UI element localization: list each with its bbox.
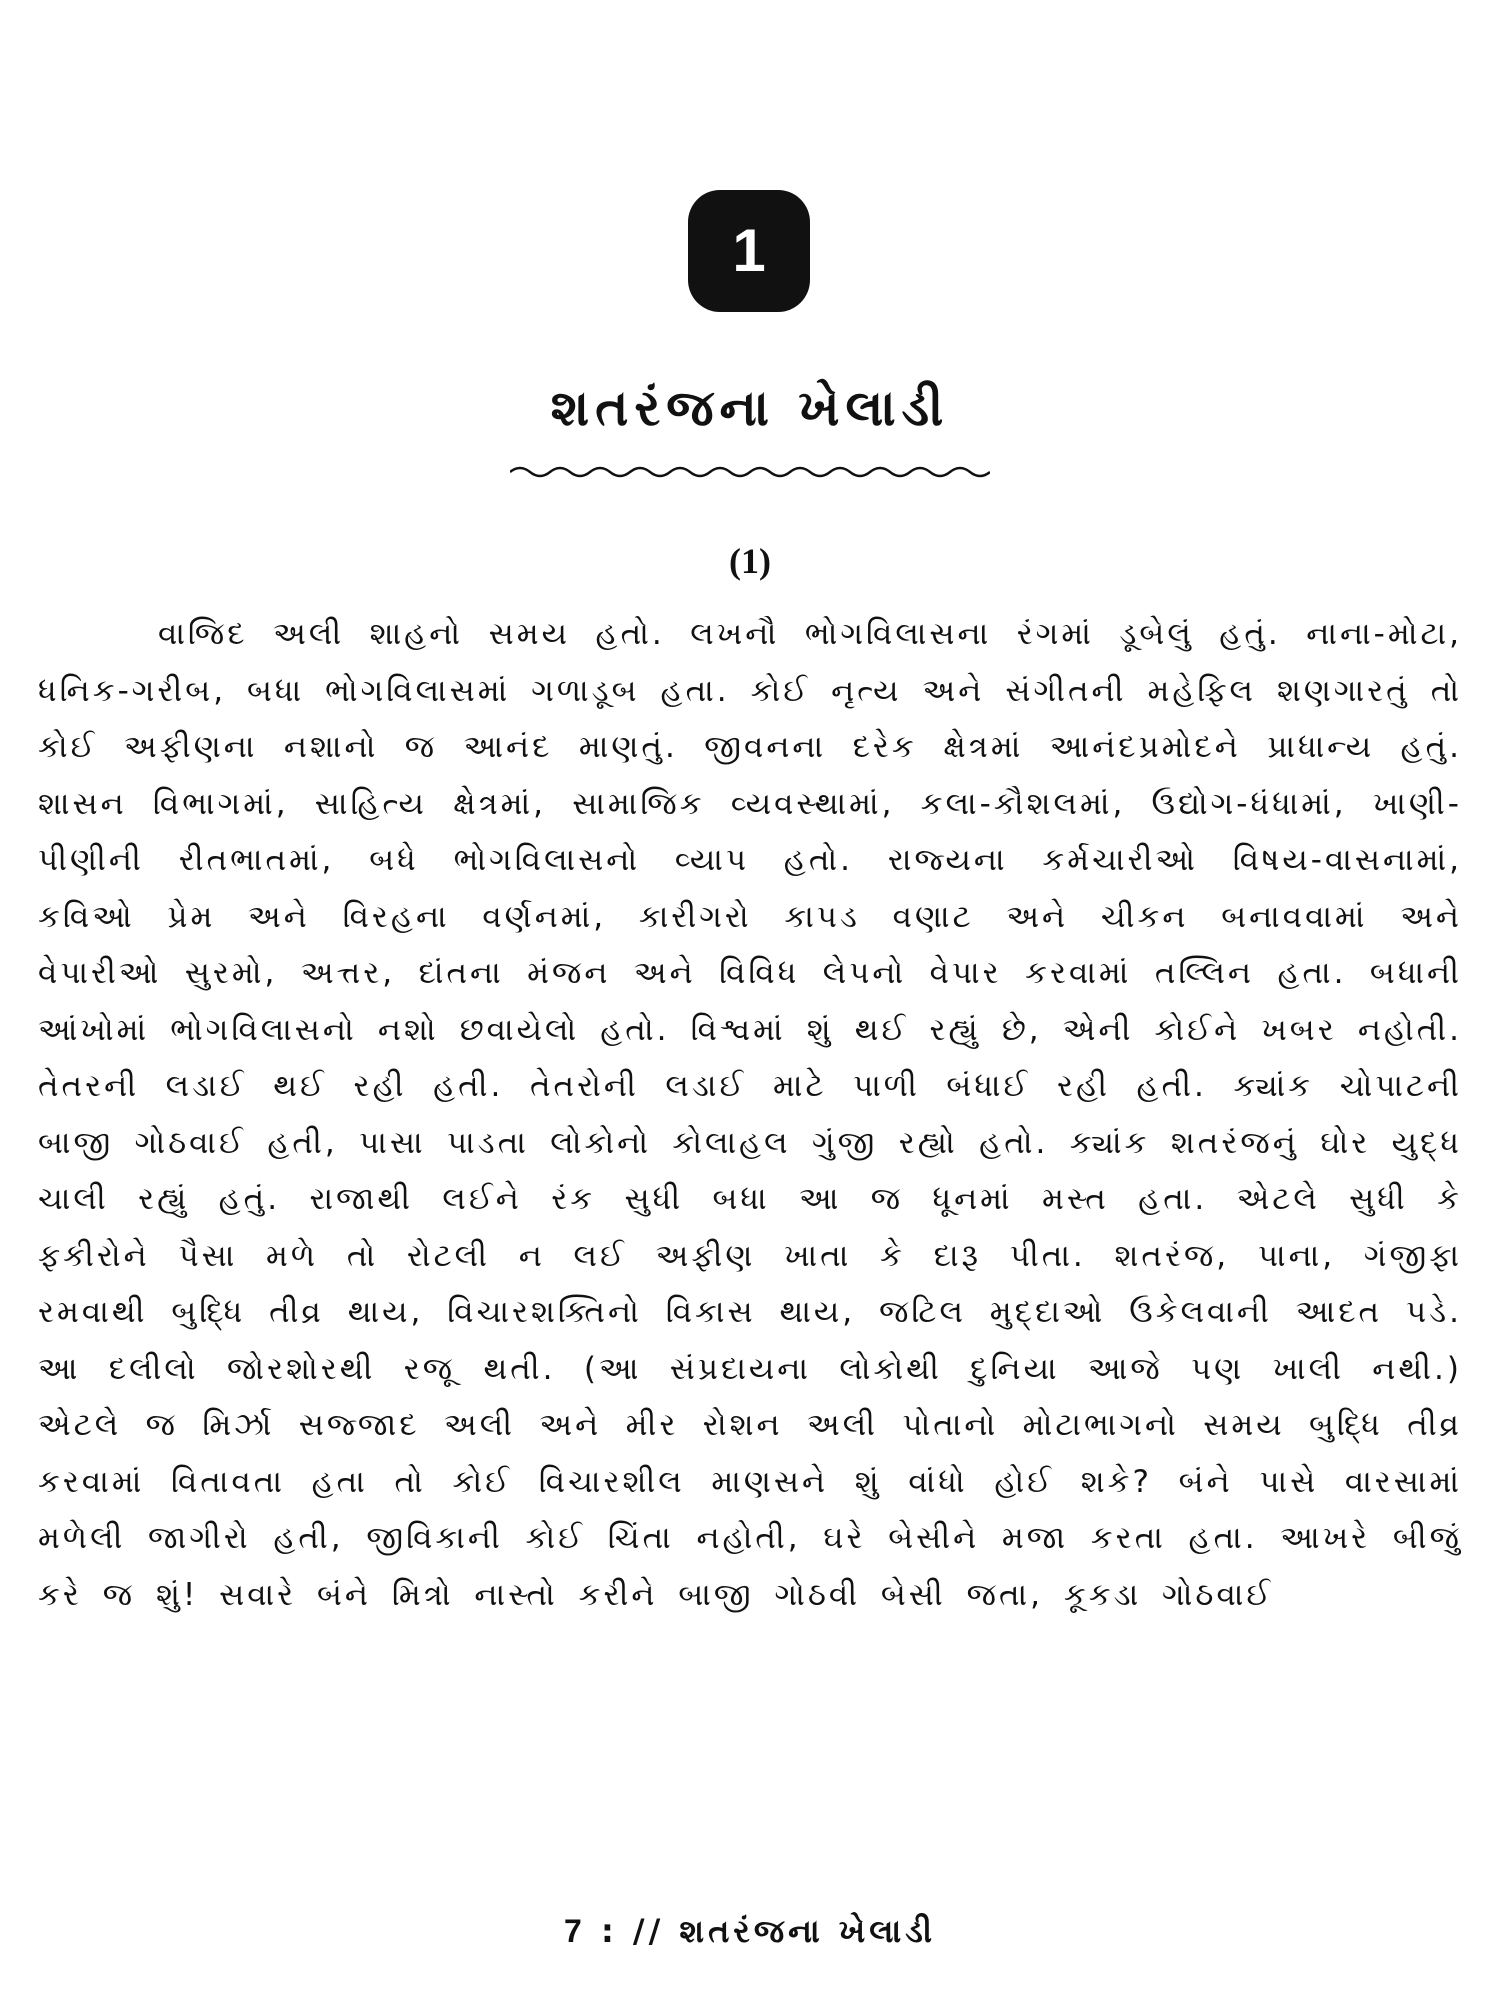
page-footer <box>0 1912 1500 1950</box>
chapter-title: શતરંજના ખેલાડી <box>550 379 950 437</box>
footer-slashes: // <box>632 1912 665 1950</box>
footer-page-number: 7 <box>564 1913 586 1949</box>
chapter-number-badge <box>688 190 810 312</box>
footer-running-title: શતરંજના ખેલાડી <box>679 1912 936 1950</box>
chapter-number: 1 <box>732 217 766 284</box>
footer-separator: : <box>600 1912 618 1950</box>
wavy-underline-ornament <box>510 462 990 482</box>
body-paragraph: વાજિદ અલી શાહનો સમય હતો. લખનૌ ભોગવિલાસના રંગમાં ડૂબેલું હતું. નાના-મોટા, ધનિક-ગરીબ, બધા ભોગવિલાસમાં ગળાડૂબ હતા. કોઈ નૃત્ય અને સંગીતની મહેફિલ શણગારતું તો કોઈ અફીણના નશાનો જ આનંદ માણતું. જીવનના દરેક ક્ષેત્રમાં આનંદપ્રમોદને પ્રાધાન્ય હતું. શાસન વિભાગમાં, સાહિત્ય ક્ષેત્રમાં, સામાજિક વ્યવસ્થામાં, કલા-કૌશલમાં, ઉદ્યોગ-ધંધામાં, ખાણી-પીણીની રીતભાતમાં, બધે ભોગવિલાસનો વ્યાપ હતો. રાજ્યના કર્મચારીઓ વિષય-વાસનામાં, કવિઓ પ્રેમ અને વિરહના વર્ણનમાં, કારીગરો કાપડ વણાટ અને ચીકન બનાવવામાં અને વેપારીઓ સુરમો, અત્તર, દાંતના મંજન અને વિવિધ લેપનો વેપાર કરવામાં તલ્લિન હતા. બધાની આંખોમાં ભોગવિલાસનો નશો છવાયેલો હતો. વિશ્વમાં શું થઈ રહ્યું છે, એની કોઈને ખબર નહોતી. તેતરની લડાઈ થઈ રહી હતી. તેતરોની લડાઈ માટે પાળી બંધાઈ રહી હતી. ક્યાંક ચોપાટની બાજી ગોઠવાઈ હતી, પાસા પાડતા લોકોનો કોલાહલ ગુંજી રહ્યો હતો. ક્યાંક શતરંજનું ઘોર યુદ્ધ ચાલી રહ્યું હતું. રાજાથી લઈને રંક સુધી બધા આ જ ધૂનમાં મસ્ત હતા. એટલે સુધી કે ફકીરોને પૈસા મળે તો રોટલી ન લઈ અફીણ ખાતા કે દારૂ પીતા. શતરંજ, પાના, ગંજીફા રમવાથી બુદ્ધિ તીવ્ર થાય, વિચારશક્તિનો વિકાસ થાય, જટિલ મુદ્દાઓ ઉકેલવાની આદત પડે. આ દલીલો જોરશોરથી રજૂ થતી. (આ સંપ્રદાયના લોકોથી દુનિયા આજે પણ ખાલી નથી.) એટલે જ મિર્ઝા સજ્જાદ અલી અને મીર રોશન અલી પોતાનો મોટાભાગનો સમય બુદ્ધિ તીવ્ર કરવામાં વિતાવતા હતા તો કોઈ વિચારશીલ માણસને શું વાંધો હોઈ શકે? બંને પાસે વારસામાં મળેલી જાગીરો હતી, જીવિકાની કોઈ ચિંતા નહોતી, ઘરે બેસીને મજા કરતા હતા. આખરે બીજું કરે જ શું! સવારે બંને મિત્રો નાસ્તો કરીને બાજી ગોઠવી બેસી જતા, કૂકડા ગોઠવાઈ <box>38 616 1462 1613</box>
section-number: (1) <box>729 541 771 581</box>
